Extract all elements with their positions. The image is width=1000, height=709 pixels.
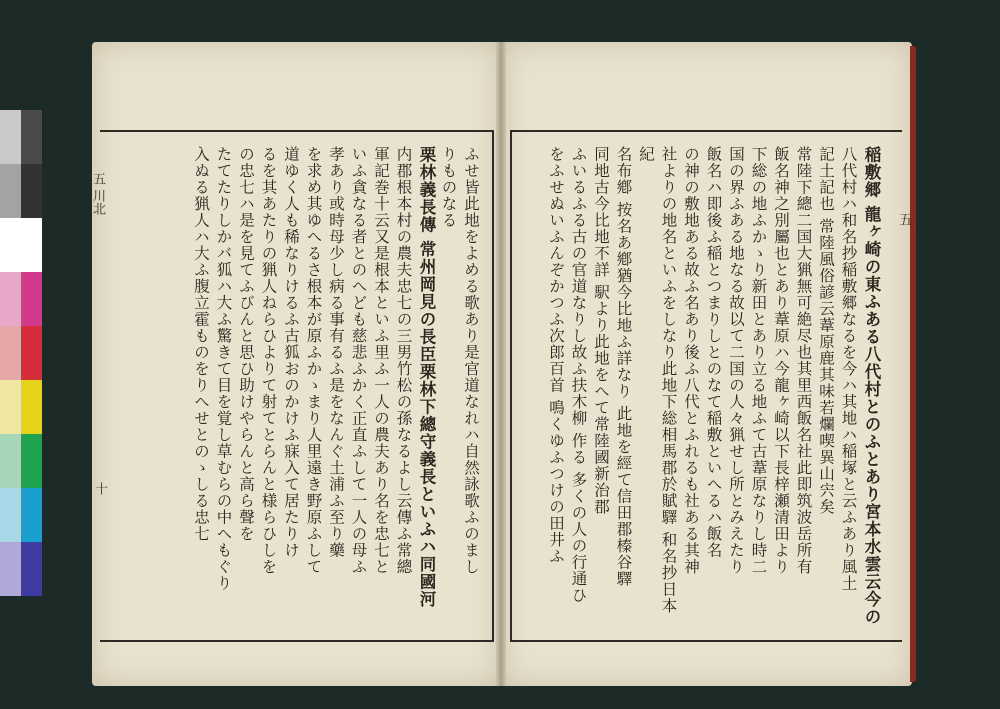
text-line: 名布鄕 按名あ鄕猶今比地ふ詳なり 此地を經て信田郡榛谷驛 xyxy=(614,146,633,587)
text-line: 孝あり或時母少し病る事有るふ是をなんぐ土浦ふ至り藥 xyxy=(327,146,345,559)
text-line: の忠七ハ是を見てふびんと思ひ助けやらんと高ら聲を xyxy=(237,146,255,542)
text-line: 入ぬる猟人ハ大ふ腹立霍ものをりへせとのゝしる忠七 xyxy=(192,146,210,542)
folio-left: 十 xyxy=(92,482,107,495)
text-line: をふせぬいふんぞかつふ次郎百首 鳴くゆふつけの田井ふ xyxy=(547,146,565,565)
text-line: 国の界ふある地なる故以て二国の人々猟せし所とみえたり xyxy=(727,146,745,575)
right-text-block xyxy=(522,146,882,626)
right-text-frame xyxy=(510,130,902,642)
section-heading-line: 稲敷郷 龍ヶ崎の東ふある八代村とのふとあり宮本水雲云今の xyxy=(862,146,881,626)
book-gutter xyxy=(496,42,506,686)
text-line: 下総の地ふかゝり新田とあり立る地ふて古葦原なりし時二 xyxy=(749,146,768,575)
open-book xyxy=(92,42,912,686)
text-line: 道ゆく人も稀なりけるふ古狐おのかけふ寐入て居たりけ xyxy=(282,146,300,559)
text-line: を求め其ゆへるさ根本が原ふかゝまり人里遠き野原ふして xyxy=(304,146,323,575)
text-line: 常陸下總二国大猟無可絶尽也其里西飯名社此即筑波岳所有 xyxy=(794,146,813,575)
text-line: 同地古今比地不詳 駅より此地をへて常陸國新治郡 xyxy=(592,146,610,515)
left-text-frame xyxy=(100,130,494,642)
text-line: 記土記也 常陸風俗諺云葦原鹿其味若爛喫異山宍矣 xyxy=(817,146,835,515)
text-line: 飯名神之別屬也とあり葦原ハ今龍ヶ崎以下長梓瀬清田より xyxy=(772,146,790,575)
section-heading-line: 栗林義長傳 常州岡見の長臣栗林下總守義長といふハ同國河 xyxy=(417,146,436,608)
text-line: ふいるふる古の官道なりし故ふ扶木柳 作る 多くの人の行通ひ xyxy=(569,146,588,604)
left-text-block xyxy=(116,146,482,626)
text-line: 社よりの地名といふをしなり此地下総相馬郡於賦驛 和名抄日本紀 xyxy=(637,146,678,614)
page-edge xyxy=(910,46,916,682)
text-line: 軍記巻十云又是根本といふ里ふ一人の農夫あり名を忠七と xyxy=(372,146,390,575)
text-line: の神の敷地ある故ふ名あり後ふ八代とふれるも社ある其神 xyxy=(682,146,700,575)
text-line: 内郡根本村の農夫忠七の三男竹松の孫なるよし云傳ふ常總 xyxy=(394,146,413,575)
text-line: ふせ皆此地をよめる歌あり是官道なれハ自然詠歌ふのまし xyxy=(462,146,480,575)
text-line: たてたりしかバ狐ハ大ふ驚きて目を覚し草むらの中へもぐり xyxy=(214,146,233,592)
text-line: りものなる xyxy=(439,146,458,229)
text-line: いふ貪なる者とのへども慈悲ふかく正直ふして一人の母ふ xyxy=(349,146,368,575)
folio-right: 五 xyxy=(897,212,913,226)
text-line: 飯名ハ即後ふ稲とつまりしとのなて稲敷といへるハ飯名 xyxy=(704,146,723,559)
text-line: るを其あたりの猟人ねらひよりて射てとらんと様らひしを xyxy=(259,146,278,575)
text-line: 八代村ハ和名抄稲敷郷なるを今ハ其地ハ稲塚と云ふあり風土 xyxy=(839,146,858,592)
color-calibration-strip xyxy=(0,110,42,596)
running-head: 五 川北 xyxy=(90,172,105,216)
